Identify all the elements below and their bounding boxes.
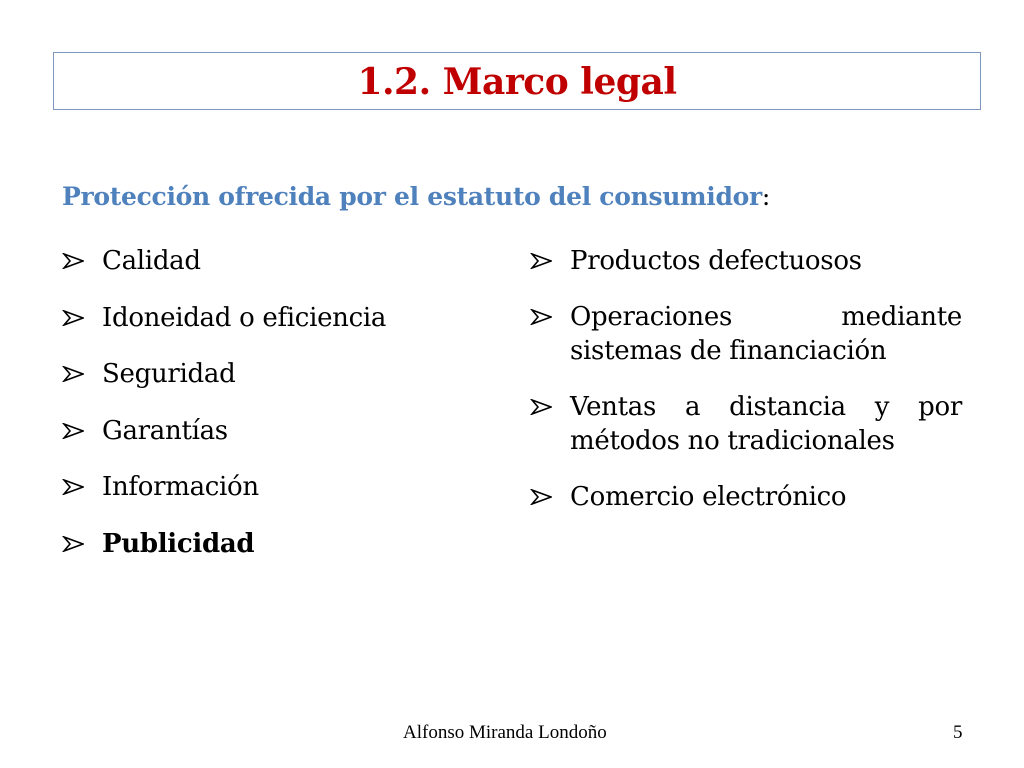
page-number: 5 (953, 722, 963, 743)
arrowhead-bullet-icon (530, 309, 552, 325)
left-bullet-list (62, 244, 482, 583)
arrowhead-bullet-icon (530, 253, 552, 269)
list-item (530, 480, 962, 514)
subtitle-colon: : (761, 182, 771, 211)
right-bullet-list (530, 244, 962, 536)
subtitle-text: Protección ofrecida por el estatuto del consumidor (62, 182, 762, 211)
arrowhead-bullet-icon (62, 479, 84, 495)
arrowhead-bullet-icon (62, 366, 84, 382)
list-item (530, 390, 962, 458)
footer-author: Alfonso Miranda Londoño (403, 722, 607, 743)
list-item-label: Calidad (102, 246, 201, 276)
arrowhead-bullet-icon (530, 399, 552, 415)
list-item-label: Información (102, 472, 259, 502)
list-item (530, 244, 962, 278)
list-item-label: Idoneidad o eficiencia (102, 302, 387, 333)
list-item (62, 470, 482, 504)
arrowhead-bullet-icon (62, 253, 84, 269)
list-item (62, 414, 482, 448)
slide-subtitle (62, 182, 770, 211)
list-item (62, 244, 482, 278)
arrowhead-bullet-icon (62, 536, 84, 552)
list-item (62, 357, 482, 391)
arrowhead-bullet-icon (62, 423, 84, 439)
list-item-label: Ventas a distancia y por métodos no tradicionales (570, 392, 962, 456)
list-item (62, 527, 482, 561)
arrowhead-bullet-icon (530, 489, 552, 505)
title-box (53, 52, 981, 110)
list-item-label: Garantías (102, 415, 228, 446)
list-item-label: Publicidad (102, 528, 255, 559)
list-item-label: Productos defectuosos (570, 246, 862, 276)
list-item-label: Comercio electrónico (570, 482, 847, 512)
list-item (530, 300, 962, 368)
list-item-label: Operaciones mediante sistemas de financiación (570, 302, 962, 366)
list-item (62, 301, 482, 335)
arrowhead-bullet-icon (62, 310, 84, 326)
list-item-label: Seguridad (102, 359, 236, 389)
slide-title: 1.2. Marco legal (357, 61, 677, 103)
